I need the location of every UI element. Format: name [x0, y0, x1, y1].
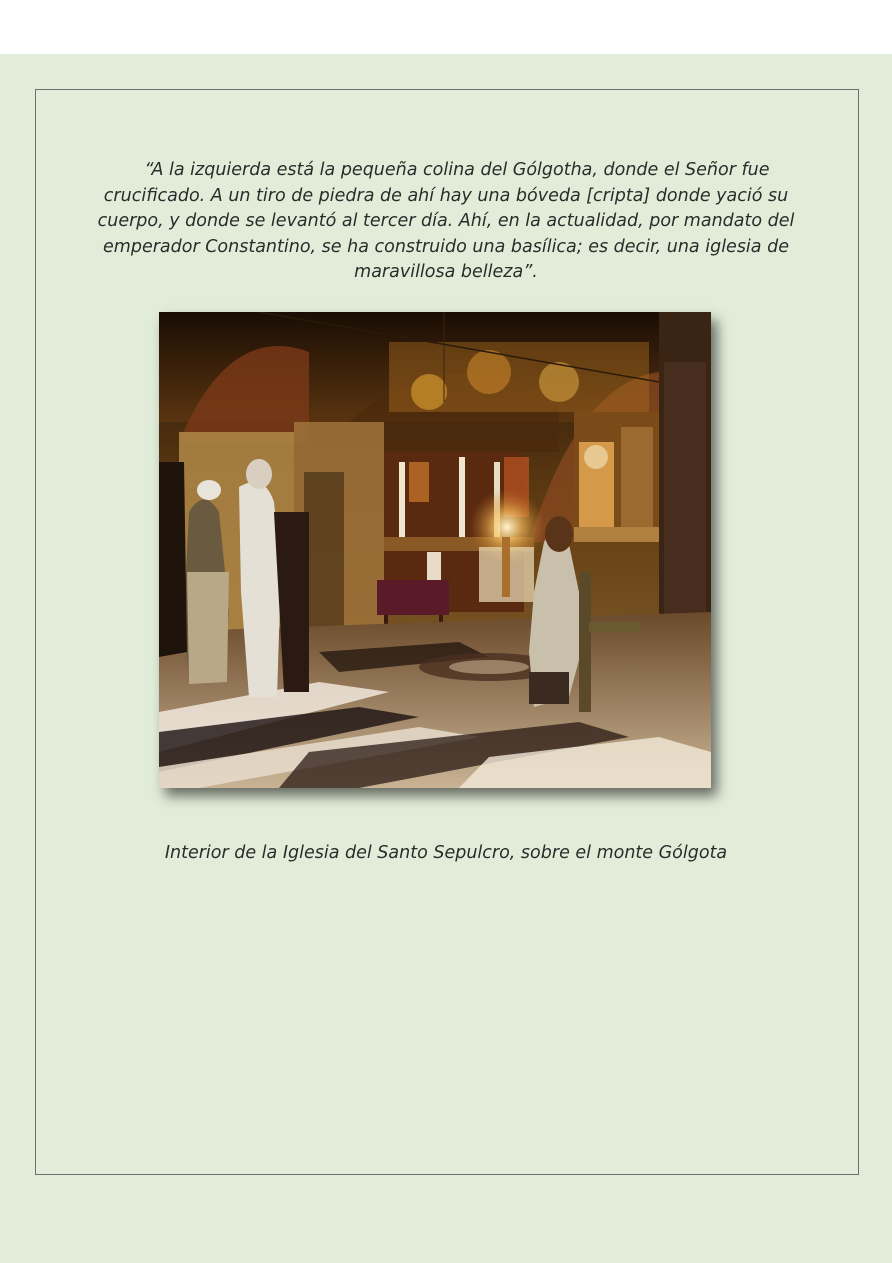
document-page: [0, 54, 892, 1263]
quote-open-mark: “: [144, 160, 152, 180]
quote-paragraph: [95, 158, 797, 286]
quote-close-mark: ”.: [523, 262, 538, 282]
church-interior-photo: [159, 312, 711, 788]
quote-text: A la izquierda está la pequeña colina del Gólgotha, donde el Señor fue crucificado. A un tiro de piedra de ahí hay una bóveda [cripta] donde yació su cuerpo, y donde se levantó al tercer día. Ahí, en la actualidad, por mandato del emperador Constantino, se ha construido una basílica; es decir, una iglesia de maravillosa belleza: [97, 160, 795, 282]
photo-caption: Interior de la Iglesia del Santo Sepulcro, sobre el monte Gólgota: [164, 843, 728, 863]
